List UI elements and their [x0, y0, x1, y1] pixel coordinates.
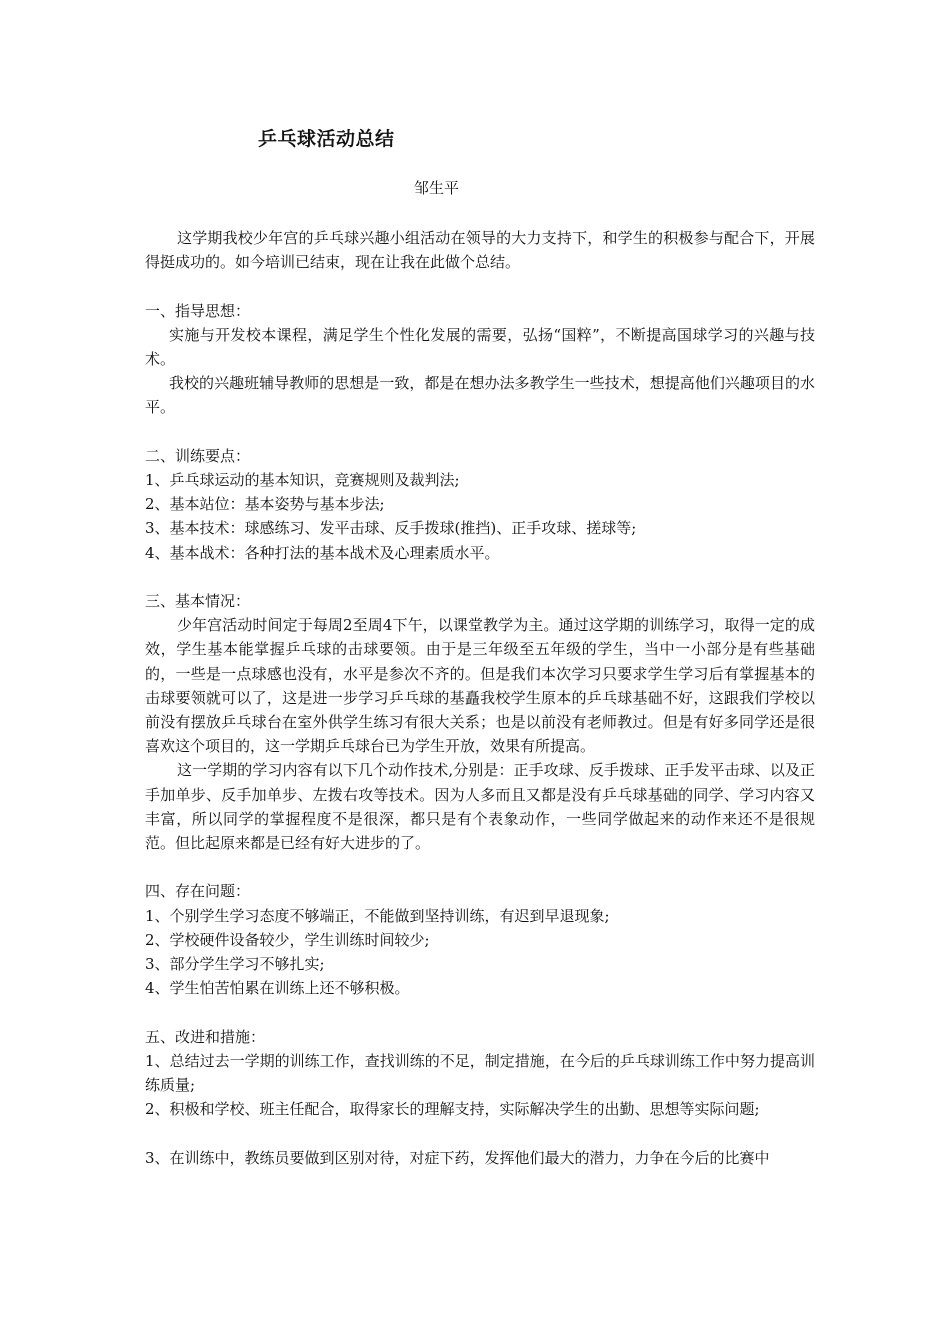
document-author: 邹生平: [414, 179, 460, 197]
section-paragraph: 我校的兴趣班辅导教师的思想是一致，都是在想办法多教学生一些技术，想提高他们兴趣项目的水平。: [145, 374, 815, 417]
spacer: [145, 1000, 815, 1024]
list-item: 1、乒乓球运动的基本知识，竞赛规则及裁判法;: [145, 471, 460, 489]
spacer: [145, 565, 815, 589]
spacer: [145, 855, 815, 879]
intro-paragraph: 这学期我校少年宫的乒乓球兴趣小组活动在领导的大力支持下，和学生的积极参与配合下，开展得挺成功的。如今培训已结束，现在让我在此做个总结。: [145, 229, 815, 272]
list-item: 4、学生怕苦怕累在训练上还不够积极。: [145, 979, 410, 998]
section-paragraph: 少年宫活动时间定于每周2至周4下午，以课堂教学为主。通过这学期的训练学习，取得一定的成效，学生基本能掌握乒乓球的击球要领。由于是三年级至五年级的学生，当中一小部分是有些基础的，一些是一点球感也没有，水平是参次不齐的。但是我们本次学习只要求学生学习后有掌握基本的击球要领就可以了，这是进一步学习乒乓球的基矗我校学生原本的乒乓球基础不好，这跟我们学校以前没有摆放乒乓球台在室外供学生练习有很大关系；也是以前没有老师教过。但是有好多同学还是很喜欢这个项目的，这一学期乒乓球台已为学生开放，效果有所提高。: [145, 616, 815, 756]
document-body: [145, 226, 815, 1170]
list-item: 2、学校硬件设备较少，学生训练时间较少;: [145, 930, 430, 949]
section-heading: 三、基本情况：: [145, 592, 251, 610]
spacer: [145, 1121, 815, 1145]
section-paragraph: 实施与开发校本课程，满足学生个性化发展的需要，弘扬“国粹”，不断提高国球学习的兴趣与技术。: [145, 325, 815, 368]
section-paragraph: 这一学期的学习内容有以下几个动作技术,分别是：正手攻球、反手拨球、正手发平击球、以及正手加单步、反手加单步、左拨右攻等技术。因为人多而且又都是没有乒乓球基础的同学、学习内容又丰富，所以同学的掌握程度不是很深，都只是有个表象动作，一些同学做起来的动作来还不是很规范。但比起原来都是已经有好大进步的了。: [145, 761, 815, 853]
list-item: 2、积极和学校、班主任配合，取得家长的理解支持，实际解决学生的出勤、思想等实际问题;: [145, 1100, 760, 1119]
list-item: 1、总结过去一学期的训练工作，查找训练的不足，制定措施，在今后的乒乓球训练工作中努力提高训练质量;: [145, 1051, 815, 1095]
document-title: 乒乓球活动总结: [258, 128, 395, 150]
section-heading: 五、改进和措施：: [145, 1027, 266, 1046]
list-item: 3、基本技术：球感练习、发平击球、反手拨球(推挡)、正手攻球、搓球等;: [145, 519, 637, 538]
section-heading: 二、训练要点：: [145, 446, 251, 465]
list-item: 4、基本战术：各种打法的基本战术及心理素质水平。: [145, 543, 500, 562]
section-heading: 一、指导思想：: [145, 301, 251, 320]
list-item: 3、在训练中，教练员要做到区别对待，对症下药，发挥他们最大的潜力，力争在今后的比赛中: [145, 1148, 770, 1167]
spacer: [145, 274, 815, 298]
list-item: 2、基本站位：基本姿势与基本步法;: [145, 495, 385, 514]
list-item: 1、个别学生学习态度不够端正，不能做到坚持训练，有迟到早退现象;: [145, 906, 610, 925]
spacer: [145, 420, 815, 444]
list-item: 3、部分学生学习不够扎实;: [145, 955, 325, 974]
section-heading: 四、存在问题：: [145, 882, 251, 901]
